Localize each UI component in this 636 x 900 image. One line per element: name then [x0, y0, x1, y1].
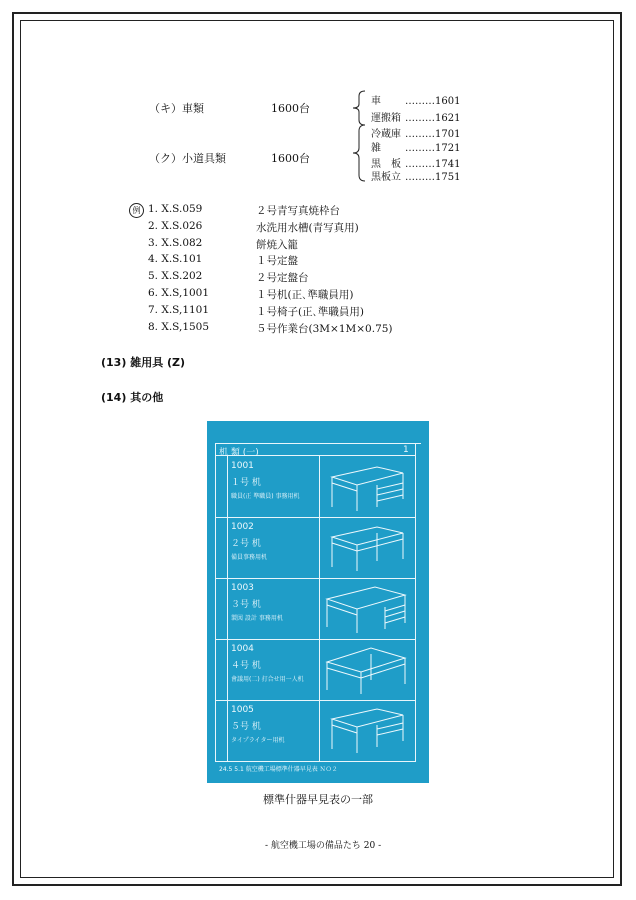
sub-item-row	[371, 168, 460, 183]
sub-item-dots: ………	[405, 113, 435, 124]
item-description: 餅焼入籠	[256, 238, 298, 251]
item-number: 1. X.S.059	[148, 203, 203, 215]
blueprint-row-line	[215, 700, 416, 701]
blueprint-row-code: 1004	[231, 644, 254, 654]
sub-item-name: 車	[371, 96, 381, 107]
sub-item-name: 黒板立	[371, 172, 401, 183]
sub-item-row	[371, 109, 460, 124]
blueprint-frame-line	[215, 443, 421, 444]
example-mark: 例	[129, 203, 144, 218]
desk-sketch	[323, 644, 409, 696]
sub-item-code: 1621	[435, 113, 461, 124]
section-heading-14: (14) 其の他	[101, 391, 164, 404]
item-number: 4. X.S.101	[148, 253, 203, 266]
sub-item-code: 1751	[435, 172, 461, 183]
sub-item-code: 1741	[435, 159, 461, 170]
item-number: 6. X.S,1001	[148, 286, 210, 299]
desk-sketch	[327, 463, 407, 513]
item-description: １号定盤	[256, 255, 298, 268]
blueprint-row-note: 備員事務用机	[231, 554, 268, 561]
item-number: 7. X.S,1101	[148, 303, 210, 316]
sub-item-name: 運搬箱	[371, 113, 401, 124]
sub-item-name: 冷蔵庫	[371, 129, 401, 140]
item-description: ２号青写真焼枠台	[256, 205, 340, 217]
brace-vehicles	[352, 90, 366, 126]
blueprint-row-code: 1003	[231, 583, 254, 593]
blueprint-frame-line	[215, 761, 416, 762]
item-description: １号机(正､準職員用)	[256, 288, 354, 301]
sub-item-dots: ………	[405, 159, 435, 170]
sub-item-row	[371, 92, 460, 107]
category-vehicles-label: （キ）車類	[149, 102, 204, 115]
sub-item-name: 黒 板	[371, 159, 401, 170]
sub-item-dots: ………	[405, 172, 435, 183]
blueprint-row-line	[215, 639, 416, 640]
blueprint-row-code: 1001	[231, 461, 254, 471]
item-description: １号椅子(正､準職員用)	[256, 305, 364, 318]
blueprint-row-line	[215, 578, 416, 579]
blueprint-row-note: 製図 設計 事務用机	[231, 615, 283, 622]
item-description: 水洗用水槽(青写真用)	[256, 221, 359, 234]
sub-item-row	[371, 139, 460, 154]
blueprint-row-code: 1005	[231, 705, 254, 715]
sub-item-code: 1701	[435, 129, 461, 140]
item-number: 3. X.S.082	[148, 236, 203, 249]
item-number: 8. X.S,1505	[148, 320, 210, 333]
desk-sketch	[327, 705, 407, 755]
blueprint-row-name: ２号 机	[231, 539, 261, 549]
sub-item-code: 1601	[435, 96, 461, 107]
blueprint-row-note: タイプライター用机	[231, 737, 285, 744]
blueprint-row-name: １号 机	[231, 478, 261, 488]
category-tools-label: （ク）小道具類	[149, 152, 226, 165]
blueprint-frame-line	[227, 455, 228, 761]
blueprint-row-name: ３号 机	[231, 600, 261, 610]
page-footer: - 航空機工場の備品たち 20 -	[265, 841, 382, 851]
desk-sketch	[327, 523, 407, 573]
sub-item-code: 1721	[435, 143, 461, 154]
sub-item-dots: ………	[405, 96, 435, 107]
desk-sketch	[323, 583, 409, 635]
category-vehicles-count: 1600台	[271, 102, 310, 115]
figure-caption: 標準什器早見表の一部	[263, 793, 373, 806]
blueprint-photo	[207, 421, 429, 783]
blueprint-frame-line	[415, 443, 416, 761]
blueprint-footer: 24.5 5.1 航空機工場標準什器早見表 ＮＯ２	[219, 766, 338, 773]
blueprint-row-name: ４号 机	[231, 661, 261, 671]
section-heading-13: (13) 雑用具 (Z)	[101, 356, 186, 369]
blueprint-row-note: 會議用(二) 打合せ用一人机	[231, 676, 304, 683]
item-description: ５号作業台(3M×1M×0.75)	[256, 322, 393, 335]
blueprint-frame-line	[215, 443, 216, 761]
sub-item-dots: ………	[405, 143, 435, 154]
blueprint-row-note: 職員(正 準職員) 事務用机	[231, 493, 300, 500]
blueprint-frame-line	[319, 455, 320, 761]
brace-tools	[352, 124, 366, 182]
item-description: ２号定盤台	[256, 272, 309, 285]
blueprint-row-code: 1002	[231, 522, 254, 532]
sub-item-name: 雑	[371, 143, 381, 154]
item-number: 5. X.S.202	[148, 270, 203, 283]
blueprint-row-name: ５号 机	[231, 722, 261, 732]
sub-item-row	[371, 125, 460, 140]
blueprint-header: 机 類 (一)	[219, 448, 259, 458]
blueprint-page-number: 1	[403, 445, 409, 455]
blueprint-row-line	[215, 517, 416, 518]
category-tools-count: 1600台	[271, 152, 310, 165]
sub-item-dots: ………	[405, 129, 435, 140]
item-number: 2. X.S.026	[148, 219, 203, 232]
